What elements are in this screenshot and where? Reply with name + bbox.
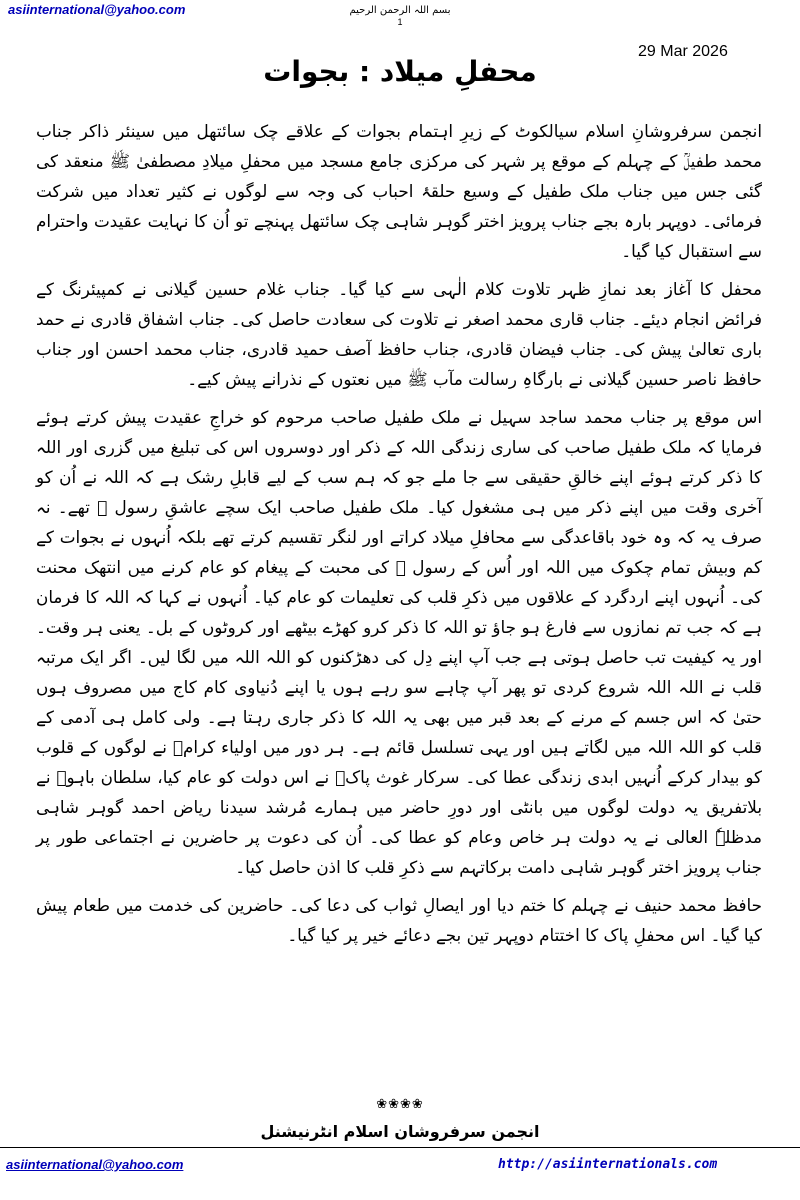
paragraph-closing: حافظ محمد حنیف نے چہلم کا ختم دیا اور ایصالِ ثواب کی دعا کی۔ حاضرین کی خدمت میں طعام پیش کیا گیا۔ اس محفلِ پاک کا اختتام دوپہر تین بجے دعائے خیر پر کیا گیا۔ (36, 895, 762, 945)
bismillah-text: بسم اللہ الرحمن الرحیم (349, 5, 451, 16)
paragraph-program: محفل کا آغاز بعد نمازِ ظہر تلاوت کلام الٰہی سے کیا گیا۔ جناب غلام حسین گیلانی نے کمپیئرنگ کے فرائض انجام دیئے۔ جناب قاری محمد اصغر نے تلاوت کی سعادت حاصل کی۔ جناب اشفاق قادری نے حمد باری تعالیٰ پیش کی۔ جناب فیضان قادری، جناب حافظ آصف حمید قادری، جناب محمد احسن اور جناب حافظ ناصر حسین گیلانی نے بارگاہِ رسالت مآب ﷺ میں نعتوں کے نذرانے پیش کیے۔ (36, 279, 762, 389)
footer-website-link[interactable]: http://asiinternationals.com (498, 1157, 718, 1172)
article-title: محفلِ میلاد : بجوات (263, 55, 537, 88)
footer-email-link[interactable]: asiinternational@yahoo.com (6, 1157, 184, 1172)
page-number: 1 (397, 17, 403, 27)
flower-divider: ❀❀❀❀ (376, 1097, 424, 1112)
article-body (36, 116, 762, 958)
header-email[interactable]: asiinternational@yahoo.com (8, 2, 186, 17)
organization-name: انجمن سرفروشان اسلام انٹرنیشنل (260, 1122, 540, 1141)
paragraph-intro: انجمن سرفروشانِ اسلام سیالکوٹ کے زیرِ اہتمام بجوات کے علاقے چک سائتھل میں سینئر ذاکر جناب محمد طفیلؒ کے چہلم کے موقع پر شہر کی مرکزی جامع مسجد میں محفلِ میلادِ مصطفیٰ ﷺ منعقد کی گئی جس میں جناب ملک طفیل کے وسیع حلقۂ احباب کی وجہ سے لوگوں نے کثیر تعداد میں شرکت فرمائی۔ دوپہر بارہ بجے جناب پرویز اختر گوہر شاہی چک سائتھل پہنچے تو اُن کا نہایت عقیدت واحترام سے استقبال کیا گیا۔ (36, 121, 762, 261)
date-label: 29 Mar 2026 (638, 43, 728, 60)
paragraph-speech: اس موقع پر جناب محمد ساجد سہیل نے ملک طفیل صاحب مرحوم کو خراجِ عقیدت پیش کرتے ہوئے فرمایا کہ ملک طفیل صاحب کی ساری زندگی اللہ کے ذکر اور دوسروں اس کی تبلیغ میں گزری اور اللہ کا ذکر کرتے ہوئے اپنے خالقِ حقیقی سے جا ملے جو کہ ہم سب کے لیے قابلِ رشک ہے کہ اللہ نے اُن کو آخری وقت میں اپنے ذکر میں ہی مشغول کیا۔ ملک طفیل صاحب ایک سچے عاشقِ رسول ﷺ تھے۔ نہ صرف یہ کہ وہ خود باقاعدگی سے محافلِ میلاد کراتے اور لنگر تقسیم کرتے تھے بلکہ اُنہوں نے بجوات کے کم وبیش تمام چکوک میں اللہ اور اُس کے رسول ﷺ کی محبت کے پیغام کو عام کرنے میں انتھک محنت کی۔ اُنہوں اپنے اردگرد کے علاقوں میں ذکرِ قلب کی تعلیمات کو عام کیا۔ اُنہوں نے کہا کہ اللہ کا فرمان ہے کہ جب تم نمازوں سے فارغ ہو جاؤ تو اللہ کا ذکر کرو کھڑے بیٹھے اور کروٹوں کے بل۔ یعنی ہر وقت۔ اور یہ کیفیت تب حاصل ہوتی ہے جب آپ اپنے دِل کی دھڑکنوں کو اللہ اللہ میں لگا لیں۔ اگر ایک مرتبہ قلب نے اللہ اللہ شروع کردی تو پھر آپ چاہے سو رہے ہوں یا اپنے دُنیاوی کام کاج میں مصروف ہوں حتیٰ کہ اس جسم کے مرنے کے بعد قبر میں بھی یہ اللہ کا ذکر جاری رہتا ہے۔ ولی کامل ہی آدمی کے قلب کو اللہ اللہ میں لگاتے ہیں اور یہی تسلسل قائم ہے۔ ہر دور میں اولیاء کرامؒ نے لوگوں کے قلوب کو بیدار کرکے اُنہیں ابدی زندگی عطا کی۔ سرکار غوث پاکؒ نے اس دولت کو عام کیا، سلطان باہوؒ نے بلاتفریق یہ دولت لوگوں میں بانٹی اور دورِ حاضر میں ہمارے مُرشد سیدنا ریاض احمد گوہر شاہی مدظلہٗ العالی نے یہ دولت ہر خاص وعام کو عطا کی۔ اُن کی دعوت پر حاضرین نے اجتماعی طور پر جناب پرویز اختر گوہر شاہی دامت برکاتہم سے ذکرِ قلب کا اذن حاصل کیا۔ (36, 407, 762, 877)
footer-divider (0, 1147, 800, 1148)
